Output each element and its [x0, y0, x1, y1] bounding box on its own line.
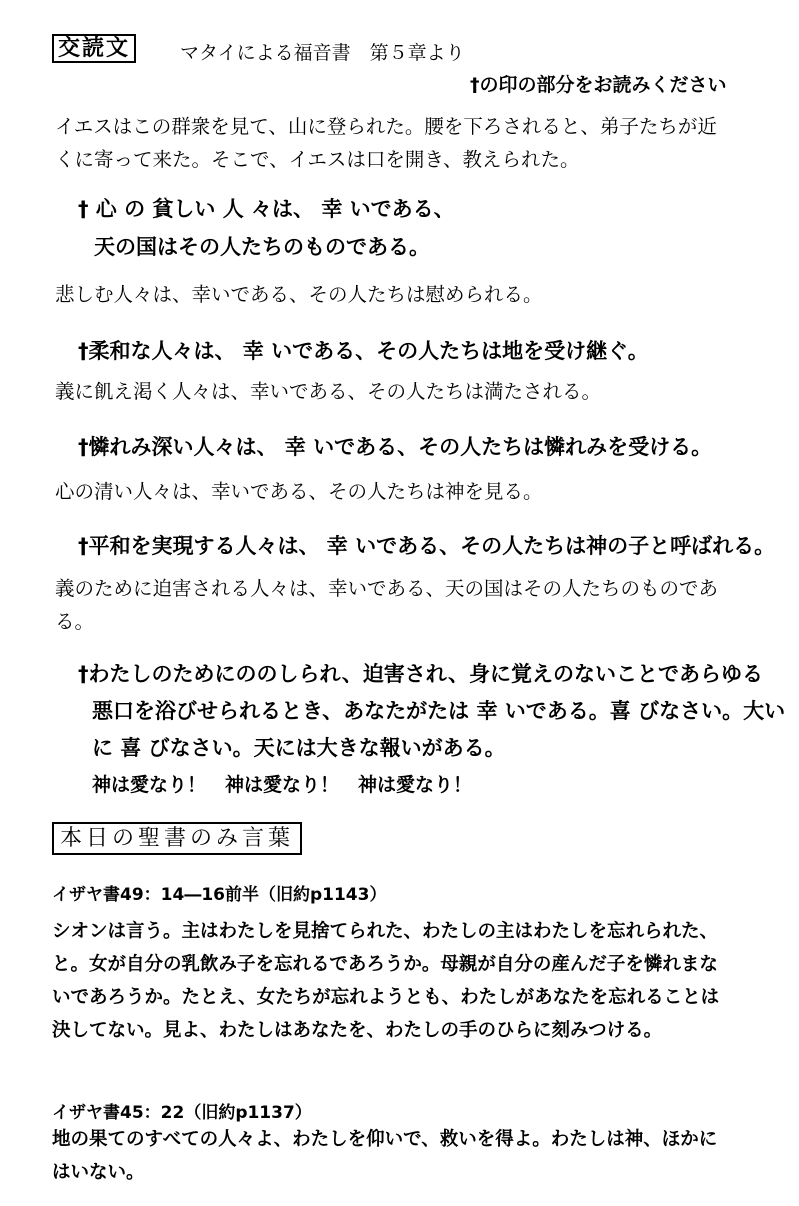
todays-scripture-heading: 本日の聖書のみ言葉 [52, 822, 302, 855]
leader-line-4: 心の清い人々は、幸いである、その人たちは神を見る。 [55, 480, 543, 503]
passage-text [52, 1123, 717, 1189]
intro-paragraph [55, 110, 717, 176]
intro-line: くに寄って来た。そこで、イエスは口を開き、教えられた。 [55, 148, 580, 171]
verse-line: 神は愛なり！ 神は愛なり！ 神は愛なり！ [92, 774, 473, 796]
passage-reference: イザヤ書45：22（旧約p1137） [52, 1103, 312, 1123]
reading-instruction: †の印の部分をお読みください [470, 74, 727, 96]
passage-text [52, 915, 719, 1047]
leader-line-2: 悲しむ人々は、幸いである、その人たちは慰められる。 [55, 283, 543, 306]
verse-line: †わたしのためにののしられ、迫害され、身に覚えのないことであらゆる [78, 662, 764, 686]
passage-line: 地の果てのすべての人々よ、わたしを仰いで、救いを得よ。わたしは神、ほかに [52, 1129, 718, 1150]
reading-title: マタイによる福音書 第５章より [180, 42, 465, 64]
verse-line: 天の国はその人たちのものである。 [94, 235, 430, 259]
leader-line-3: 義に飢え渇く人々は、幸いである、その人たちは満たされる。 [55, 380, 602, 403]
congregation-verse-1 [78, 190, 455, 266]
congregation-verse-2: †柔和な人々は、 幸 いである、その人たちは地を受け継ぐ。 [78, 339, 649, 363]
passage-line: はいない。 [52, 1162, 145, 1183]
intro-line: イエスはこの群衆を見て、山に登られた。腰を下ろされると、弟子たちが近 [55, 115, 717, 138]
congregation-verse-5 [78, 656, 785, 804]
leader-line: る。 [55, 610, 95, 633]
leader-line: 義のために迫害される人々は、幸いである、天の国はその人たちのものであ [55, 577, 719, 600]
passage-line: と。女が自分の乳飲み子を忘れるであろうか。母親が自分の産んだ子を憐れまな [52, 954, 718, 975]
leader-paragraph-5 [55, 572, 718, 638]
congregation-verse-4: †平和を実現する人々は、 幸 いである、その人たちは神の子と呼ばれる。 [78, 534, 776, 558]
verse-line: † 心 の 貧しい 人 々は、 幸 いである、 [78, 197, 455, 221]
congregation-verse-3: †憐れみ深い人々は、 幸 いである、その人たちは憐れみを受ける。 [78, 435, 713, 459]
passage-line: シオンは言う。主はわたしを見捨てられた、わたしの主はわたしを忘れられた、 [52, 921, 719, 942]
reading-label-box: 交読文 [52, 34, 136, 63]
passage-line: いであろうか。たとえ、女たちが忘れようとも、わたしがあなたを忘れることは [52, 987, 720, 1008]
verse-line: に 喜 びなさい。天には大きな報いがある。 [92, 736, 506, 760]
verse-line: 悪口を浴びせられるとき、あなたがたは 幸 いである。喜 びなさい。大い [92, 699, 786, 723]
passage-reference: イザヤ書49：14―16前半（旧約p1143） [52, 885, 387, 905]
passage-line: 決してない。見よ、わたしはあなたを、わたしの手のひらに刻みつける。 [52, 1020, 663, 1041]
